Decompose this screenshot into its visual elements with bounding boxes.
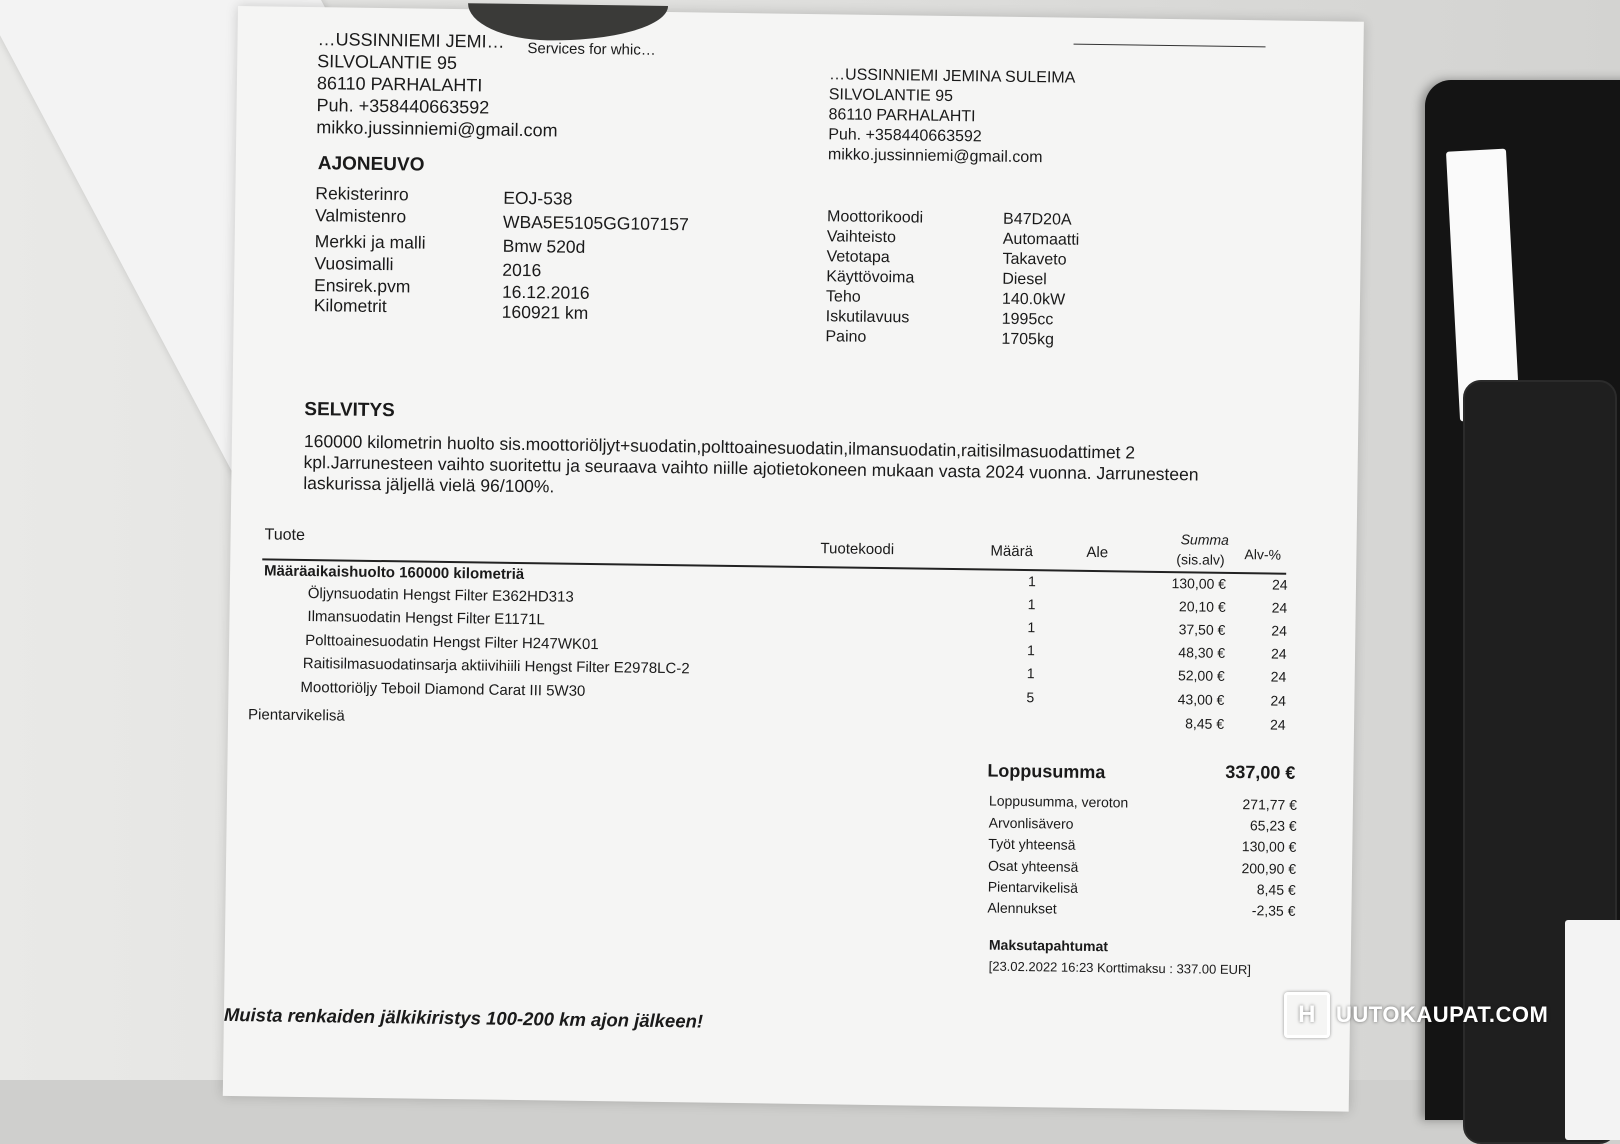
col-header-code: Tuotekoodi — [820, 540, 895, 559]
customer-city: 86110 PARHALAHTI — [828, 106, 976, 126]
payments-line: [23.02.2022 16:23 Korttimaksu : 337.00 EUR] — [988, 958, 1252, 978]
col-header-discount: Ale — [1086, 543, 1109, 562]
row-product: Määräaikaishuolto 160000 kilometriä — [263, 562, 525, 584]
row-sum: 37,50 € — [1178, 621, 1226, 638]
vehicle-value: Bmw 520d — [502, 235, 586, 257]
vehicle-value: Diesel — [1002, 270, 1047, 289]
row-vat: 24 — [1270, 668, 1287, 685]
col-header-qty: Määrä — [990, 542, 1034, 561]
total-line-value: 65,23 € — [1249, 817, 1297, 834]
row-qty: 1 — [1027, 596, 1036, 613]
row-qty: 1 — [1026, 642, 1035, 659]
total-line-value: 130,00 € — [1241, 838, 1297, 855]
total-line-label: Pientarvikelisä — [987, 878, 1079, 896]
seller-phone: Puh. +358440663592 — [316, 95, 490, 118]
vehicle-label: Paino — [825, 328, 867, 346]
total-line-value: 8,45 € — [1256, 881, 1296, 898]
total-line-label: Arvonlisävero — [988, 814, 1074, 832]
total-line-value: 200,90 € — [1241, 860, 1297, 877]
customer-phone: Puh. +358440663592 — [828, 126, 982, 146]
row-sum: 43,00 € — [1177, 691, 1225, 708]
row-qty: 1 — [1027, 619, 1036, 636]
vehicle-label: Rekisterinro — [315, 183, 409, 205]
vehicle-label: Teho — [825, 288, 861, 306]
report-title: SELVITYS — [304, 398, 395, 422]
row-product: Öljynsuodatin Hengst Filter E362HD313 — [307, 585, 574, 606]
seller-address: SILVOLANTIE 95 — [317, 51, 458, 74]
seller-email: mikko.jussinniemi@gmail.com — [316, 117, 558, 141]
col-header-sum-sub: (sis.alv) — [1176, 551, 1225, 568]
signature-line — [1074, 44, 1266, 48]
vehicle-value: 160921 km — [501, 301, 589, 323]
vehicle-value: Takaveto — [1002, 250, 1067, 269]
vehicle-label: Käyttövoima — [826, 268, 915, 287]
seller-city: 86110 PARHALAHTI — [316, 73, 483, 96]
row-product: Raitisilmasuodatinsarja aktiivihiili Hengst Filter E2978LC-2 — [302, 654, 690, 678]
vehicle-label: Vetotapa — [826, 248, 890, 267]
row-sum: 130,00 € — [1171, 575, 1227, 592]
vehicle-value: Automaatti — [1002, 230, 1080, 249]
vehicle-value: 1995cc — [1001, 310, 1054, 329]
seller-name: …USSINNIEMI JEMI… — [317, 29, 505, 52]
vehicle-value: 16.12.2016 — [501, 281, 590, 303]
watermark-text: UUTOKAUPAT.COM — [1336, 1002, 1549, 1027]
invoice-receipt — [223, 6, 1364, 1112]
payments-title: Maksutapahtumat — [988, 936, 1109, 955]
seller-services-text: Services for whic… — [527, 40, 656, 59]
col-header-vat: Alv-% — [1244, 546, 1282, 563]
row-vat: 24 — [1271, 576, 1288, 593]
row-product: Polttoainesuodatin Hengst Filter H247WK01 — [305, 632, 599, 654]
total-line-label: Osat yhteensä — [987, 857, 1079, 875]
row-sum: 52,00 € — [1177, 667, 1225, 684]
col-header-product: Tuote — [264, 526, 306, 544]
customer-address: SILVOLANTIE 95 — [828, 86, 954, 105]
vehicle-label: Valmistenro — [314, 205, 407, 227]
vehicle-label: Kilometrit — [313, 295, 387, 317]
row-vat: 24 — [1269, 716, 1286, 733]
row-qty: 1 — [1026, 665, 1035, 682]
row-product: Ilmansuodatin Hengst Filter E1171L — [307, 608, 545, 629]
customer-email: mikko.jussinniemi@gmail.com — [827, 146, 1043, 167]
vehicle-title: AJONEUVO — [317, 153, 425, 176]
row-qty: 1 — [1027, 573, 1036, 590]
vehicle-value: 2016 — [502, 259, 542, 281]
vehicle-label: Ensirek.pvm — [313, 275, 411, 297]
site-watermark — [1284, 992, 1548, 1038]
row-vat: 24 — [1270, 645, 1287, 662]
vehicle-value: 140.0kW — [1001, 290, 1066, 309]
row-sum: 48,30 € — [1178, 644, 1226, 661]
report-text: 160000 kilometrin huolto sis.moottoriöljyt+suodatin,polttoainesuodatin,ilmansuodatin,raitisilmasuodattimet 2 kpl.Jarrunesteen vaihto suoritettu ja seuraava vaihto niille ajotietokoneen mukaan vasta 2024 vuonna. Jarrunesteen laskurissa jäljellä vielä 96/100%. — [303, 430, 1199, 497]
house-logo-icon: H — [1284, 992, 1330, 1038]
row-product: Moottoriöljy Teboil Diamond Carat III 5W30 — [300, 678, 586, 700]
vehicle-value: EOJ-538 — [503, 187, 573, 209]
row-vat: 24 — [1271, 622, 1288, 639]
vehicle-label: Moottorikoodi — [826, 208, 924, 227]
total-line-label: Alennukset — [987, 899, 1057, 917]
black-folder — [1425, 80, 1620, 1120]
row-sum: 8,45 € — [1185, 715, 1225, 732]
vehicle-label: Merkki ja malli — [314, 231, 426, 253]
total-line-value: -2,35 € — [1251, 902, 1296, 919]
vehicle-value: 1705kg — [1001, 330, 1055, 349]
row-sum: 20,10 € — [1178, 598, 1226, 615]
footer-note: Muista renkaiden jälkikiristys 100-200 km ajon jälkeen! — [223, 1003, 704, 1032]
row-vat: 24 — [1271, 599, 1288, 616]
total-line-label: Loppusumma, veroton — [988, 792, 1129, 811]
folder-pages-bottom — [1565, 920, 1620, 1140]
row-product: Pientarvikelisä — [247, 706, 345, 725]
total-line-value: 271,77 € — [1242, 796, 1298, 813]
row-vat: 24 — [1270, 692, 1287, 709]
vehicle-label: Vuosimalli — [314, 253, 394, 275]
vehicle-value: B47D20A — [1002, 210, 1072, 229]
grand-total-label: Loppusumma — [987, 760, 1106, 783]
row-qty: 5 — [1026, 689, 1035, 706]
vehicle-label: Iskutilavuus — [825, 308, 910, 327]
customer-name: …USSINNIEMI JEMINA SULEIMA — [828, 66, 1076, 87]
vehicle-label: Vaihteisto — [826, 228, 897, 247]
vehicle-value: WBA5E5105GG107157 — [502, 211, 689, 235]
total-line-label: Työt yhteensä — [988, 835, 1076, 853]
grand-total-value: 337,00 € — [1225, 761, 1296, 783]
col-header-sum: Summa — [1180, 531, 1229, 548]
